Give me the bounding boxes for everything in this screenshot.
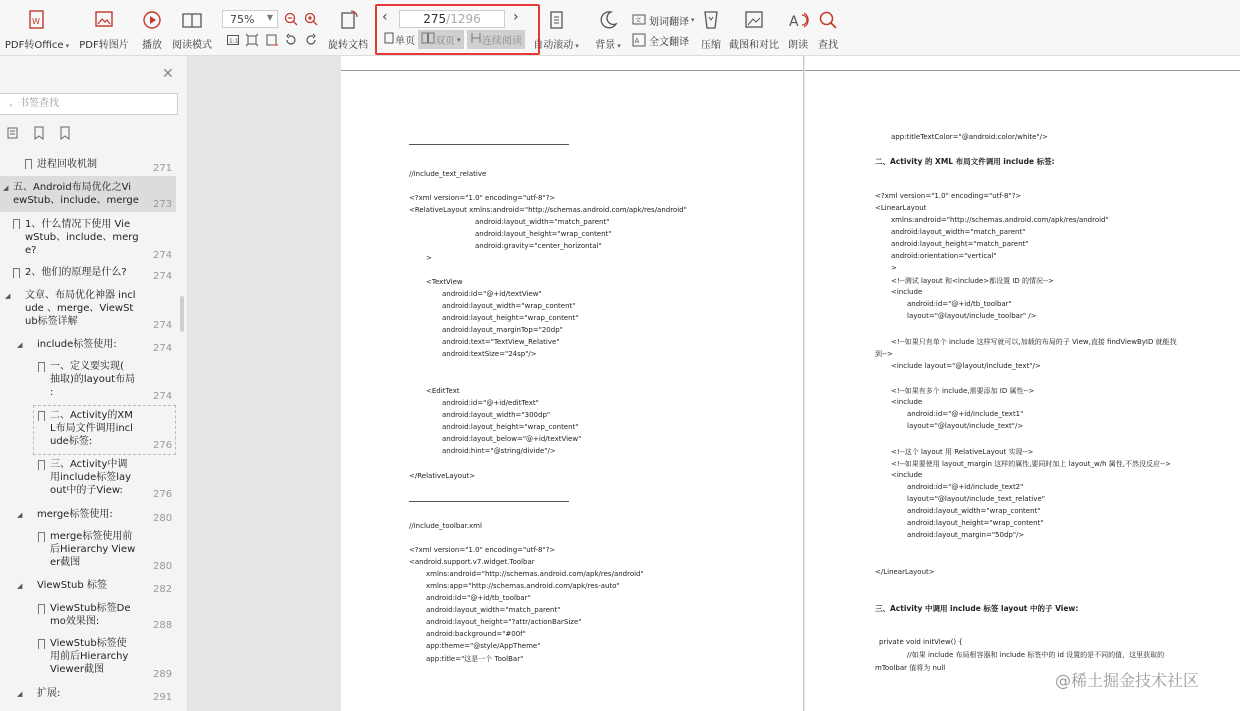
code-line: android:layout_height="match_parent" (891, 240, 1029, 248)
svg-text:A: A (789, 14, 799, 30)
page-top-rule (341, 70, 804, 71)
rotate-left-icon[interactable] (284, 31, 298, 49)
double-page-button[interactable]: 双页 ▾ (418, 30, 464, 49)
watermark: @稀土掘金技术社区 (1055, 671, 1200, 690)
screenshot-icon (742, 8, 766, 32)
code-line: android:id="@+id/tb_toolbar" (907, 300, 1012, 308)
separator-rule (409, 501, 569, 502)
expand-icon: ◢ (17, 690, 23, 698)
code-line: android:layout_height="wrap_content" (907, 519, 1044, 527)
code-line: app:theme="@style/AppTheme" (426, 642, 541, 650)
code-line: android:layout_width="wrap_content" (442, 302, 576, 310)
bookmark-search-input[interactable]: 、书签查找 (0, 93, 178, 115)
code-line: mToolbar 值将为 null (875, 664, 946, 672)
add-bookmark-icon[interactable] (32, 126, 46, 140)
rotate-right-icon[interactable] (304, 31, 318, 49)
code-line: <include (891, 288, 923, 296)
background-button[interactable]: 背景 ▾ (594, 4, 622, 52)
code-line: android:layout_width="300dp" (442, 411, 551, 419)
pdf-to-image-button[interactable]: PDF转图片 (80, 4, 128, 52)
code-line: android:hint="@string/divide"/> (442, 447, 556, 455)
code-line: </LinearLayout> (875, 568, 935, 576)
code-line: android:layout_height="wrap_content" (475, 230, 612, 238)
code-line: android:layout_width="match_parent" (475, 218, 610, 226)
continuous-read-button[interactable]: 连续阅读 (467, 30, 525, 49)
full-translate-button[interactable]: A 全文翻译 (632, 31, 689, 49)
code-line: android:id="@+id/include_text1" (907, 410, 1024, 418)
code-line: <include layout="@layout/include_text"/> (891, 362, 1041, 370)
code-line: <RelativeLayout xmlns:android="http://schemas.android.com/apk/res/android" (409, 206, 687, 214)
rotate-document-button[interactable]: 旋转文档 (328, 4, 368, 52)
zoom-out-icon[interactable] (284, 10, 298, 28)
bookmark-icon (38, 639, 45, 649)
expand-icon: ◢ (17, 341, 23, 349)
code-line: <LinearLayout (875, 204, 927, 212)
rotate-document-icon (336, 8, 360, 32)
zoom-in-icon[interactable] (304, 10, 318, 28)
read-aloud-button[interactable]: A 朗读 (786, 4, 810, 52)
code-line: android:id="@+id/textView" (442, 290, 542, 298)
svg-text:W: W (32, 17, 40, 26)
code-line: android:layout_height="?attr/actionBarSize" (426, 618, 582, 626)
speaker-icon (786, 8, 810, 32)
full-translate-icon (632, 33, 646, 47)
bookmark-icon (38, 362, 45, 372)
fit-page-icon[interactable] (245, 31, 259, 49)
page-top-rule (805, 70, 1240, 71)
expand-icon: ◢ (5, 292, 11, 300)
screenshot-compare-button[interactable]: 截图和对比 (730, 4, 778, 52)
pdf-to-image-icon (92, 8, 116, 32)
separator-rule (409, 144, 569, 145)
bookmark-icon (13, 219, 20, 229)
code-line: <?xml version="1.0" encoding="utf-8"?> (875, 192, 1022, 200)
single-page-icon (383, 32, 395, 47)
code-line: <include (891, 471, 923, 479)
bookmark-icon (25, 159, 32, 169)
page-number-input[interactable]: 275/1296 (399, 10, 505, 28)
play-icon (140, 8, 164, 32)
code-line: > (891, 264, 897, 272)
find-button[interactable]: 查找 (816, 4, 840, 52)
code-line: android:textSize="24sp"/> (442, 350, 537, 358)
code-line: layout="@layout/include_text"/> (907, 422, 1024, 430)
svg-text:1:1: 1:1 (229, 38, 239, 45)
code-line: xmlns:app="http://schemas.android.com/apk/res-auto" (426, 582, 620, 590)
search-icon (816, 8, 840, 32)
compress-icon (699, 8, 723, 32)
code-line: <!--如果要使用 layout_margin 这样的属性,要同时加上 layout_w/h 属性,不然没反应--> (891, 460, 1171, 468)
continuous-icon (470, 32, 482, 47)
translate-icon (632, 13, 646, 27)
pdf-to-office-button[interactable]: W PDF转Office ▾ (6, 4, 68, 52)
code-line: layout="@layout/include_toolbar" /> (907, 312, 1037, 320)
code-line: //include_toolbar.xml (409, 522, 482, 530)
code-line: <!--如果只有单个 include 这样写就可以,加载的布局的子 View,直接 findViewByID 就能找 (891, 338, 1177, 346)
code-line: <!--如果有多个 include,需要添加 ID 属性--> (891, 387, 1035, 395)
code-line: app:titleTextColor="@android:color/white"/> (891, 133, 1048, 141)
bookmark-icon (38, 604, 45, 614)
play-button[interactable]: 播放 (140, 4, 164, 52)
next-page-icon[interactable]: › (513, 9, 519, 25)
section-heading: 三、Activity 中调用 include 标签 layout 中的子 View: (875, 604, 1079, 613)
code-line: android:id="@+id/include_text2" (907, 483, 1024, 491)
code-line: android:id="@+id/tb_toolbar" (426, 594, 531, 602)
auto-scroll-icon (544, 8, 568, 32)
single-page-button[interactable]: 单页 (380, 30, 418, 49)
expand-icon: ◢ (3, 184, 9, 192)
zoom-select[interactable]: 75% ▼ (222, 10, 278, 28)
code-line: android:layout_height="wrap_content" (442, 423, 579, 431)
expand-icon: ◢ (17, 511, 23, 519)
code-line: android:layout_height="wrap_content" (442, 314, 579, 322)
code-line: <!--这个 layout 用 RelativeLayout 实现--> (891, 448, 1034, 456)
code-line: <android.support.v7.widget.Toolbar (409, 558, 535, 566)
code-line: <TextView (426, 278, 463, 286)
fit-width-icon[interactable] (265, 31, 279, 49)
sidebar-scrollbar[interactable] (180, 296, 184, 332)
code-line: //如果 include 布局根容器和 include 标签中的 id 设置的是不同的值，这里获取的 (907, 651, 1165, 659)
code-line: android:text="TextView_Relative" (442, 338, 560, 346)
code-line: <include (891, 398, 923, 406)
code-line: android:layout_marginTop="20dp" (442, 326, 563, 334)
previous-page-icon[interactable]: ‹ (382, 9, 388, 25)
code-line: android:background="#00f" (426, 630, 526, 638)
svg-text:文: 文 (635, 17, 642, 24)
code-line: android:layout_width="match_parent" (891, 228, 1026, 236)
code-line: > (426, 254, 432, 262)
code-line: android:layout_margin="50dp"/> (907, 531, 1025, 539)
word-translate-button[interactable]: 文 划词翻译 ▾ (632, 11, 695, 29)
bookmark-tools (6, 126, 72, 140)
expand-icon: ◢ (17, 582, 23, 590)
svg-text:A: A (634, 37, 640, 45)
code-line: android:gravity="center_horizontal" (475, 242, 602, 250)
section-heading: 二、Activity 的 XML 布局文件调用 include 标签: (875, 157, 1055, 166)
bookmark-icon (13, 268, 20, 278)
actual-size-icon[interactable] (226, 31, 240, 49)
pdf-page-left (341, 56, 804, 711)
code-line: </RelativeLayout> (409, 472, 476, 480)
code-line: android:layout_width="match_parent" (426, 606, 561, 614)
book-icon (180, 8, 204, 32)
code-line: xmlns:android="http://schemas.android.com/apk/res/android" (891, 216, 1109, 224)
code-line: xmlns:android="http://schemas.android.com/apk/res/android" (426, 570, 644, 578)
code-line: app:title="这是一个 ToolBar" (426, 655, 524, 663)
code-line: android:orientation="vertical" (891, 252, 997, 260)
code-line: private void initView() { (879, 638, 963, 646)
pdf-page-right (805, 56, 1240, 711)
code-line: <?xml version="1.0" encoding="utf-8"?> (409, 194, 556, 202)
expand-all-icon[interactable] (6, 126, 20, 140)
code-line: android:id="@+id/editText" (442, 399, 539, 407)
document-view[interactable] (188, 56, 1240, 711)
auto-scroll-button[interactable]: 自动滚动 ▾ (534, 4, 578, 52)
read-mode-button[interactable]: 阅读模式 (172, 4, 212, 52)
bookmark-sidebar: ✕ 、书签查找 进程回收机制 271 ◢ 五、Android布局优化之Vi ewStub、include、merge 273 1、什么情况下使用 Vie wStub、include、merg e? 274 2、他们的原理是什么? 274 ◢ 文章、布局优化神器 incl ude 、merge、ViewSt ub标签详解 274 ◢ include标签使用: 274 一、定义要实现( 抽取)的layout布局 : 274 二、Activity的XM L布局文件调用incl ude标签: 276 三、Activity中调 用include标签lay out中的子View: 276 ◢ merge标签使用: 280 merge标签使用前 后Hierarchy View er截图 280 ◢ ViewStub 标签 282 ViewStub标签De mo效果图: 288 ViewStub标签使 用前后Hierarchy Viewer截图 289 ◢ 扩展: 291 (0, 56, 188, 711)
bookmark-icon (38, 532, 45, 542)
toolbar (0, 0, 1240, 56)
bookmark-icon (38, 460, 45, 470)
close-icon[interactable]: ✕ (162, 66, 174, 82)
double-page-icon (421, 32, 435, 47)
moon-icon (596, 8, 620, 32)
compress-button[interactable]: 压缩 (699, 4, 723, 52)
pdf-to-office-icon (25, 8, 49, 32)
code-line: layout="@layout/include_text_relative" (907, 495, 1045, 503)
code-line: <EditText (426, 387, 460, 395)
chevron-down-icon: ▼ (266, 13, 273, 22)
code-line: //include_text_relative (409, 170, 487, 178)
code-line: android:layout_below="@+id/textView" (442, 435, 582, 443)
code-line: android:layout_width="wrap_content" (907, 507, 1041, 515)
code-line: <?xml version="1.0" encoding="utf-8"?> (409, 546, 556, 554)
code-line: 到--> (875, 350, 893, 358)
code-line: <!--测试 layout 和<include>都设置 ID 的情况--> (891, 277, 1054, 285)
bookmark-icon (38, 411, 45, 421)
bookmark-icon[interactable] (58, 126, 72, 140)
